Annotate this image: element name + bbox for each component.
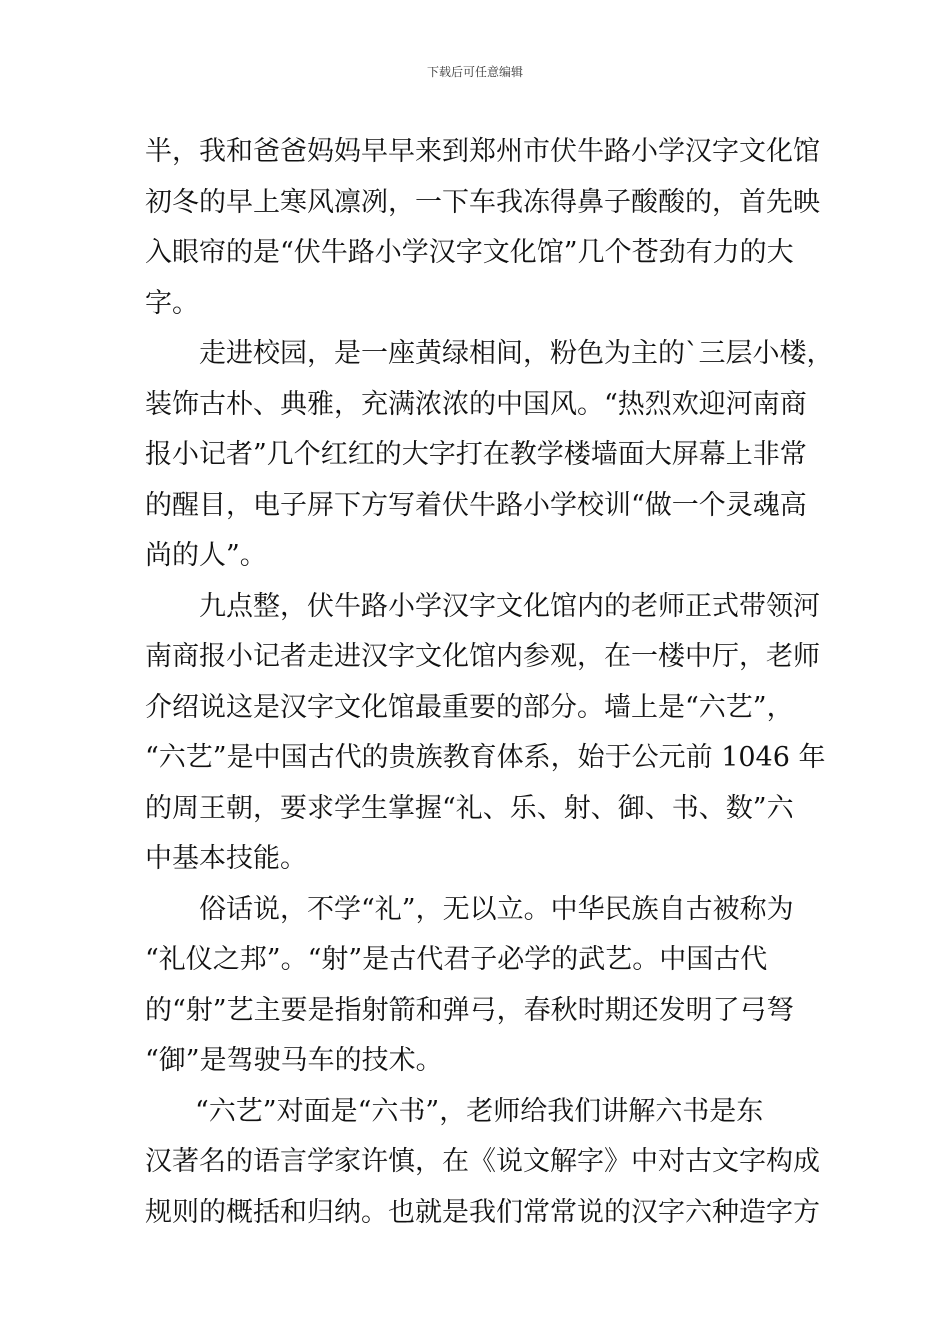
- text-line-1: 半，我和爸爸妈妈早早来到郑州市伏牛路小学汉字文化馆: [145, 136, 820, 167]
- text-line-17: “礼仪之邦”。“射”是古代君子必学的武艺。中国古代: [145, 944, 768, 975]
- text-line-16: 俗话说，不学“礼”，无以立。中华民族自古被称为: [199, 893, 794, 925]
- text-line-12: 介绍说这是汉字文化馆最重要的部分。墙上是“六艺”，: [145, 691, 794, 723]
- text-line-4: 字。: [145, 287, 199, 319]
- text-line-7: 报小记者”几个红红的大字打在教学楼墙面大屏幕上非常: [145, 439, 807, 470]
- text-line-8: 的醒目，电子屏下方写着伏牛路小学校训“做一个灵魂高: [145, 489, 807, 521]
- text-line-11: 南商报小记者走进汉字文化馆内参观，在一楼中厅，老师: [145, 641, 820, 672]
- text-line-5: 走进校园，是一座黄绿相间，粉色为主的`三层小楼，: [199, 338, 834, 369]
- text-line-2: 初冬的早上寒风凛冽，一下车我冻得鼻子酸酸的，首先映: [145, 186, 820, 218]
- text-line-22: 规则的概括和归纳。也就是我们常常说的汉字六种造字方: [145, 1196, 820, 1228]
- text-line-19: “御”是驾驶马车的技术。: [145, 1045, 443, 1076]
- text-line-21: 汉著名的语言学家许慎，在《说文解字》中对古文字构成: [145, 1146, 820, 1177]
- text-line-3: 入眼帘的是“伏牛路小学汉字文化馆”几个苍劲有力的大: [145, 237, 794, 268]
- text-line-9: 尚的人”。: [145, 540, 267, 571]
- text-line-18: 的“射”艺主要是指射箭和弹弓，春秋时期还发明了弓弩: [145, 994, 794, 1026]
- text-line-10: 九点整，伏牛路小学汉字文化馆内的老师正式带领河: [199, 590, 820, 622]
- text-line-20: “六艺”对面是“六书”，老师给我们讲解六书是东: [195, 1095, 764, 1127]
- text-line-15: 中基本技能。: [145, 843, 307, 874]
- text-line-6: 装饰古朴、典雅，充满浓浓的中国风。“热烈欢迎河南商: [145, 388, 807, 420]
- text-line-14: 的周王朝，要求学生掌握“礼、乐、射、御、书、数”六: [145, 792, 794, 824]
- document-body: [145, 127, 834, 1238]
- page-header-note: 下载后可任意编辑: [426, 65, 523, 79]
- text-line-13: “六艺”是中国古代的贵族教育体系，始于公元前 1046 年: [145, 742, 826, 773]
